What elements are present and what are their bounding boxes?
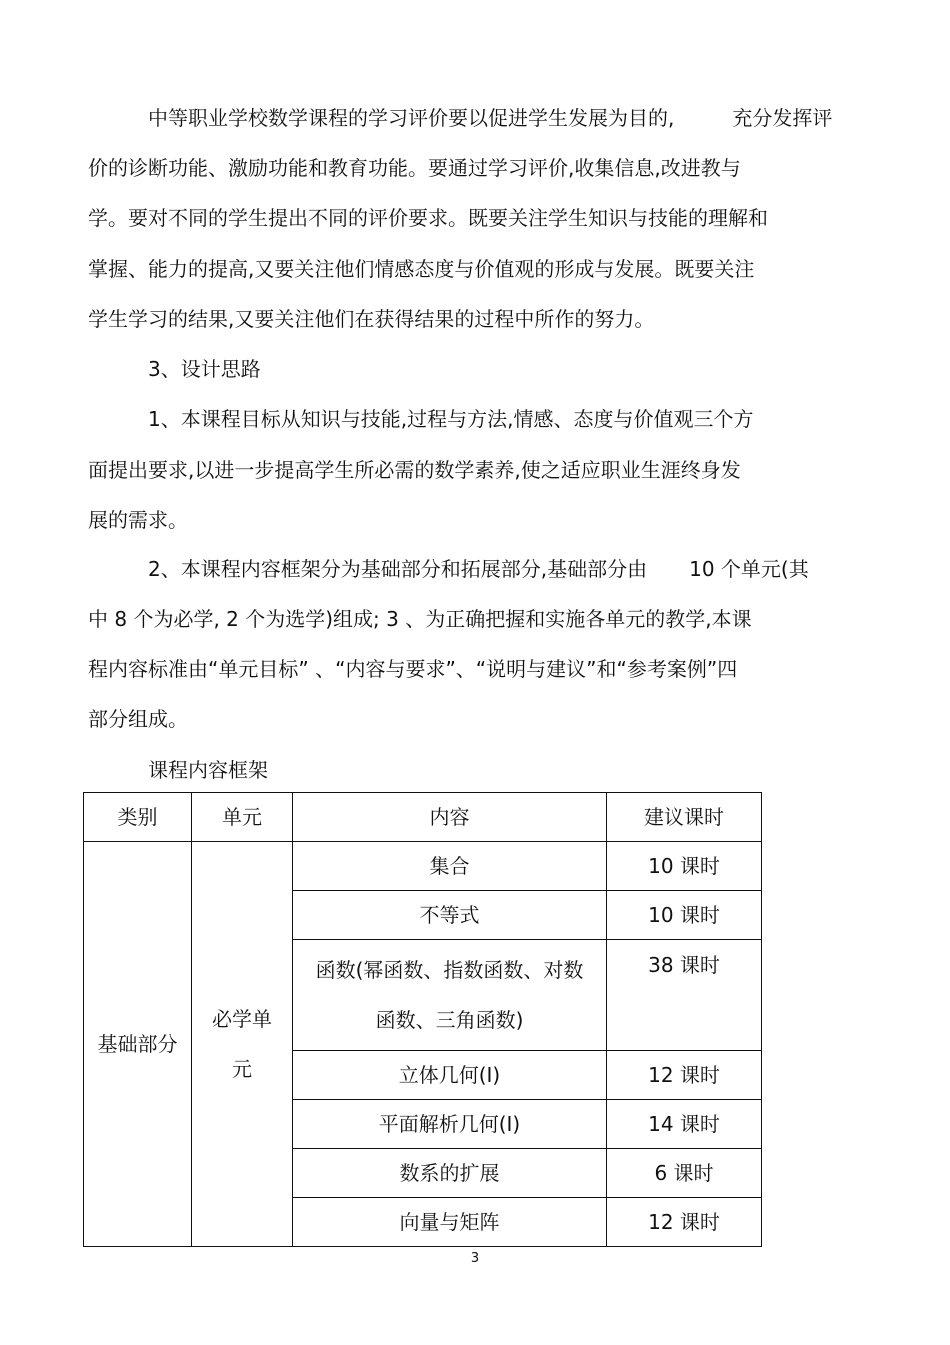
hours-cell: 14 课时: [607, 1100, 762, 1149]
hours-cell: 38 课时: [607, 940, 762, 1051]
hours-cell: 10 课时: [607, 842, 762, 891]
hours-cell: 12 课时: [607, 1051, 762, 1100]
text-run: 中等职业学校数学课程的学习评价要以促进学生发展为目的,: [148, 106, 675, 130]
table-row: [84, 842, 762, 891]
paragraph-3-line-3: 程内容标准由“单元目标” 、“内容与要求”、“说明与建议”和“参考案例”四: [88, 657, 738, 681]
section-heading: 3、设计思路: [148, 357, 261, 381]
header-unit: 单元: [192, 793, 293, 842]
paragraph-2-line-3: 展的需求。: [88, 508, 188, 532]
paragraph-1-line-4: 掌握、能力的提高,又要关注他们情感态度与价值观的形成与发展。既要关注: [88, 257, 755, 281]
paragraph-2-line-1: 1、本课程目标从知识与技能,过程与方法,情感、态度与价值观三个方: [148, 407, 754, 431]
content-cell: 立体几何(Ⅰ): [293, 1051, 607, 1100]
content-cell: 平面解析几何(Ⅰ): [293, 1100, 607, 1149]
category-cell: 基础部分: [84, 842, 192, 1247]
paragraph-3-line-2: 中 8 个为必学, 2 个为选学)组成; 3 、为正确把握和实施各单元的教学,本课: [88, 607, 752, 631]
text-run: 10 个单元(其: [689, 557, 809, 581]
course-content-table: [83, 792, 762, 1247]
content-cell: 不等式: [293, 891, 607, 940]
table-caption: 课程内容框架: [148, 758, 268, 782]
header-hours: 建议课时: [607, 793, 762, 842]
paragraph-3-line-4: 部分组成。: [88, 707, 188, 731]
paragraph-1-line-1: [148, 105, 832, 131]
hours-cell: 12 课时: [607, 1198, 762, 1247]
paragraph-1-line-5: 学生学习的结果,又要关注他们在获得结果的过程中所作的努力。: [88, 307, 655, 331]
content-cell: 数系的扩展: [293, 1149, 607, 1198]
paragraph-2-line-2: 面提出要求,以进一步提高学生所必需的数学素养,使之适应职业生涯终身发: [88, 458, 741, 482]
header-category: 类别: [84, 793, 192, 842]
page-number: 3: [470, 1251, 480, 1266]
paragraph-1-line-3: 学。要对不同的学生提出不同的评价要求。既要关注学生知识与技能的理解和: [88, 206, 768, 230]
paragraph-3-line-1: [148, 556, 809, 582]
paragraph-1-line-2: 价的诊断功能、激励功能和教育功能。要通过学习评价,收集信息,改进教与: [88, 156, 741, 180]
text-run: 充分发挥评: [732, 106, 833, 130]
unit-cell: 必学单元: [192, 842, 293, 1247]
hours-cell: 10 课时: [607, 891, 762, 940]
hours-cell: 6 课时: [607, 1149, 762, 1198]
header-content: 内容: [293, 793, 607, 842]
content-cell: 函数(幂函数、指数函数、对数函数、三角函数): [293, 940, 607, 1051]
content-cell: 集合: [293, 842, 607, 891]
table-header-row: [84, 793, 762, 842]
text-run: 2、本课程内容框架分为基础部分和拓展部分,基础部分由: [148, 557, 648, 581]
content-cell: 向量与矩阵: [293, 1198, 607, 1247]
